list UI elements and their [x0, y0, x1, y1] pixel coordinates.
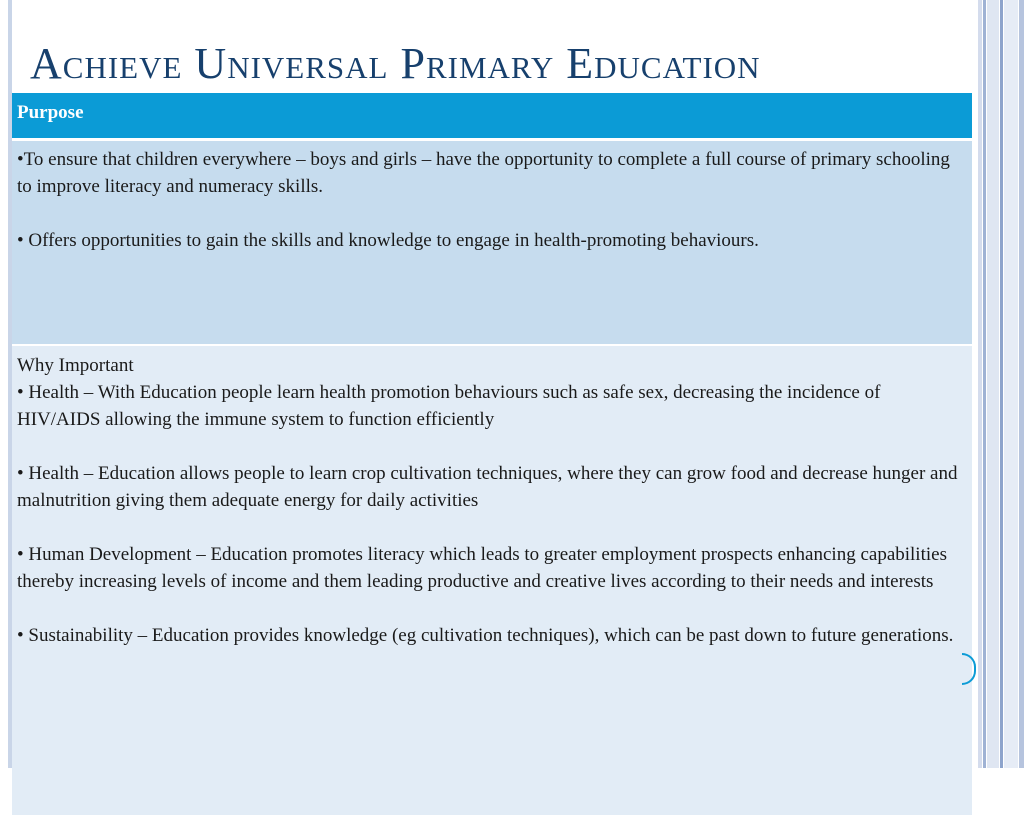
frame-stripe [983, 0, 986, 768]
paragraph-gap [17, 433, 967, 460]
frame-stripe [1004, 0, 1018, 768]
purpose-bullet-2: • Offers opportunities to gain the skills and knowledge to engage in health-promoting behaviours. [17, 229, 759, 251]
partial-circle-icon [962, 653, 976, 685]
why-bullet-2: • Health – Education allows people to learn crop cultivation techniques, where they can grow food and decrease hunger and malnutrition giving them adequate energy for daily activities [17, 463, 958, 511]
frame-stripe [978, 0, 982, 768]
right-decorative-frame [978, 0, 1024, 768]
table-header-row [12, 93, 972, 139]
paragraph-gap [17, 595, 967, 622]
purpose-cell [12, 139, 972, 345]
why-bullet-1: • Health – With Education people learn health promotion behaviours such as safe sex, decreasing the incidence of HIV/AIDS allowing the immune system to function efficiently [17, 382, 881, 430]
why-important-cell [12, 345, 972, 815]
why-important-heading: Why Important [17, 355, 134, 376]
why-bullet-4: • Sustainability – Education provides knowledge (eg cultivation techniques), which can be past down to future generations. [17, 625, 954, 646]
purpose-row [12, 139, 972, 345]
content-table [12, 93, 972, 815]
frame-stripe [1019, 0, 1024, 768]
purpose-bullet-1: •To ensure that children everywhere – boys and girls – have the opportunity to complete a full course of primary schooling to improve literacy and numeracy skills. [17, 148, 950, 197]
purpose-header: Purpose [12, 93, 972, 139]
paragraph-gap [17, 514, 967, 541]
why-important-row [12, 345, 972, 815]
paragraph-gap [17, 200, 967, 227]
slide-title: Achieve Universal Primary Education [30, 39, 761, 88]
frame-stripe [1000, 0, 1003, 768]
why-bullet-3: • Human Development – Education promotes literacy which leads to greater employment prospects enhancing capabilities thereby increasing levels of income and them leading productive and creative lives according to their needs and interests [17, 544, 947, 592]
frame-stripe [987, 0, 999, 768]
